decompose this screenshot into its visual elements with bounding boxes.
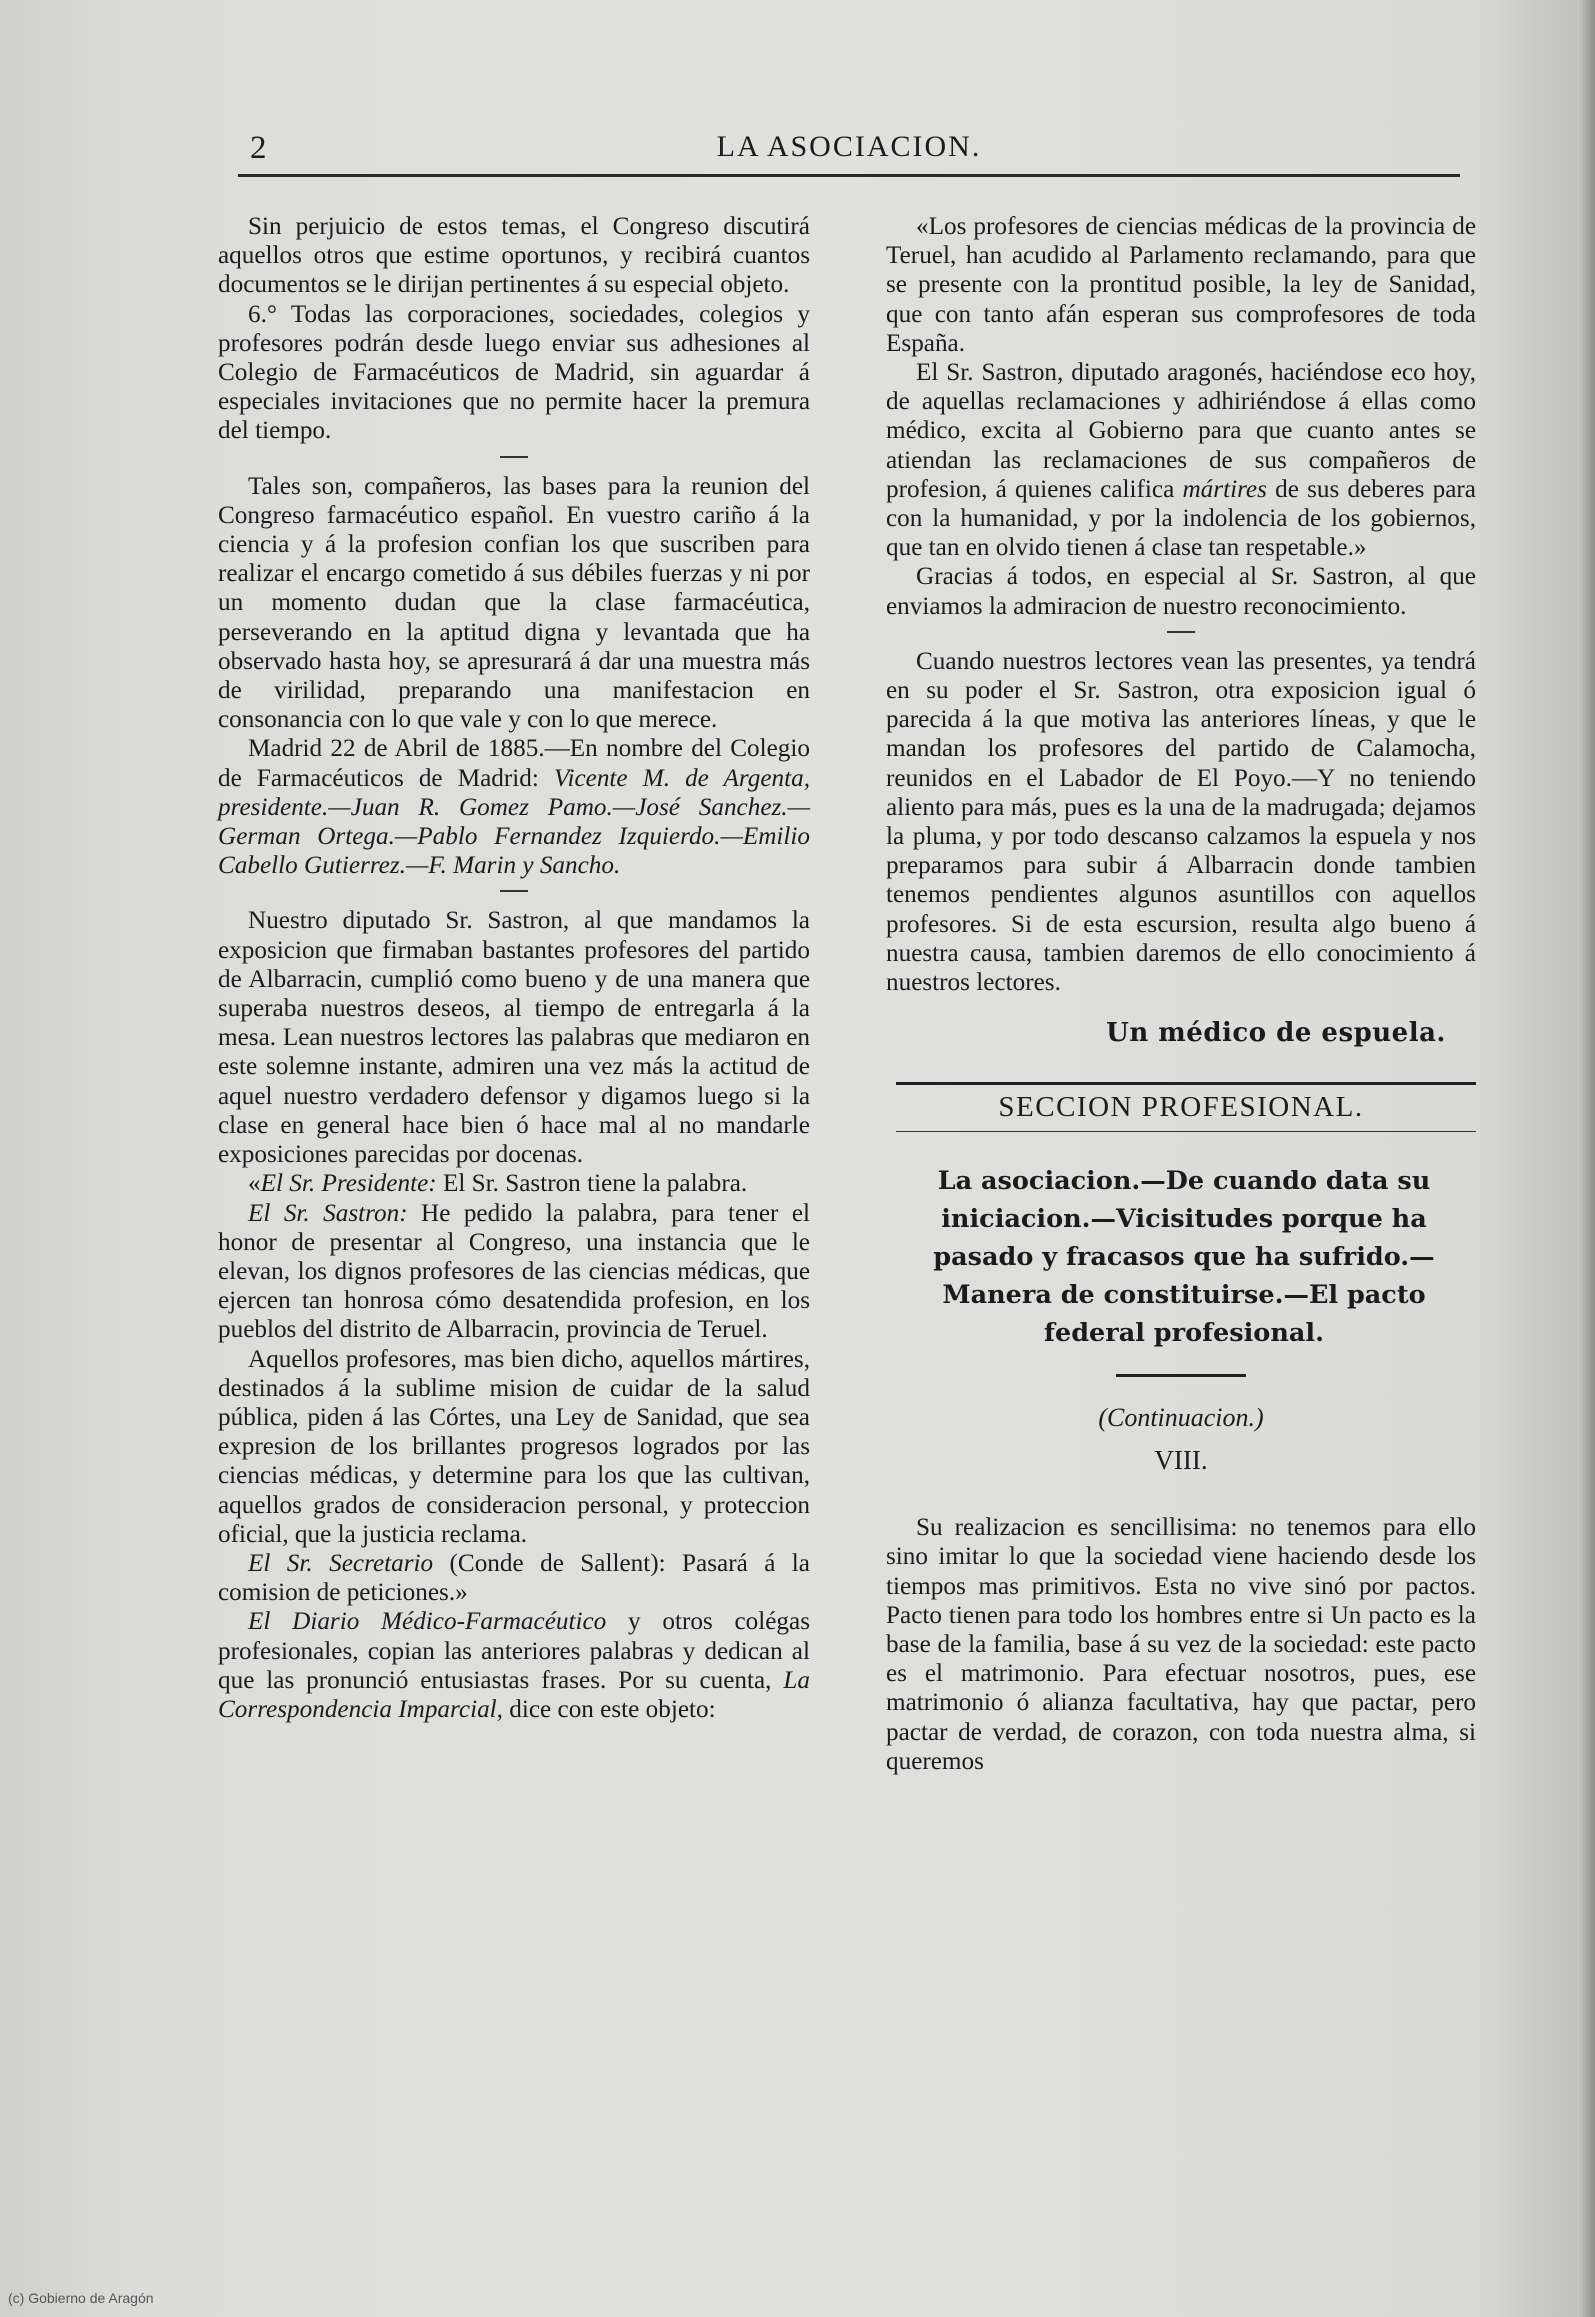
separator-dash [500,456,528,458]
speech-text: (Conde de Sallent): Pasará á la comision de peticiones.» [218,1549,810,1607]
speech-text: He pedido la palabra, para tener el honor de presentar al Congreso, una instancia que le elevan, los dignos profesores de las ciencias médicas, que ejercen tan honrosa cómo desatendida profesion, en los pueblos del distrito de Albarracin, provincia de Teruel. [218,1199,810,1344]
signatories-paragraph [218,734,810,880]
title-rule [1116,1374,1246,1377]
right-column [886,212,1476,1776]
publication-name: El Diario Médico-Farmacéutico [248,1608,607,1636]
paragraph: 6.° Todas las corporaciones, sociedades, colegios y profesores podrán desde luego enviar sus adhesiones al Colegio de Farmacéuticos de Madrid, sin aguardar á especiales invitaciones que no permite hacer la premura del tiempo. [218,300,810,445]
paragraph: Cuando nuestros lectores vean las presentes, ya tendrá en su poder el Sr. Sastron, otra exposicion igual ó parecida á la que motiva las anteriores líneas, y que le mandan los profesores del partido de Calamocha, reunidos en el Labador de El Poyo.—Y no teniendo aliento para más, pues es la una de la madrugada; dejamos la pluma, y por todo descanso calzamos la espuela y nos preparamos para subir á Albarracin donde tambien tenemos pendientes algunos asuntillos con aquellos profesores. Si de esta escursion, resulta algo bueno á nuestra causa, tambien daremos de ello conocimiento á nuestros lectores. [886,647,1476,997]
paragraph-text: de sus deberes para con la humanidad, y por la indolencia de los gobiernos, que tan en olvido tienen á clase tan respetable.» [886,475,1476,562]
page-header [238,128,1460,177]
speaker-paragraph [218,1199,810,1345]
separator-dash [500,890,528,892]
speaker-paragraph [218,1169,810,1198]
date-line: Madrid 22 de Abril de 1885.—En nombre del Colegio de Farmacéuticos de Madrid: [218,735,810,792]
page-number: 2 [250,130,267,166]
section-heading: SECCION PROFESIONAL. [998,1091,1364,1124]
signatories-names: Vicente M. de Argenta, presidente.—Juan R. Gomez Pamo.—José Sanchez.—German Ortega.—Pablo Fernandez Izquierdo.—Emilio Cabello Gutierrez.—F. Marin y Sancho. [218,764,811,880]
journal-title: LA ASOCIACION. [716,130,982,163]
paragraph: Aquellos profesores, mas bien dicho, aquellos mártires, destinados á la sublime mision de cuidar de la salud pública, piden á las Córtes, una Ley de Sanidad, que sea expresion de los brillantes progresos logrados por las ciencias médicas, y determine para los que las cultivan, aquellos grados de consideracion personal, y proteccion oficial, que la justicia reclama. [218,1345,810,1548]
paragraph: Nuestro diputado Sr. Sastron, al que mandamos la exposicion que firmaban bastantes profesores del partido de Albarracin, cumplió como bueno y de una manera que superaba nuestros deseos, al tiempo de entregarla á la mesa. Lean nuestros lectores las palabras que mediaron en este solemne instante, admiren una vez más la actitud de aquel nuestro verdadero defensor y digamos luego si la clase en general hace bien ó hace mal al no mandarle exposiciones parecidas por docenas. [218,907,810,1169]
section-rule-bottom [896,1131,1476,1132]
paragraph-text: y otros colégas profesionales, copian las anteriores palabras y dedican al que las pronunció entusiastas frases. Por su cuenta, [218,1608,811,1694]
paragraph: Su realizacion es sencillisima: no tenemos para ello sino imitar lo que la sociedad viene haciendo desde los tiempos mas primitivos. Esta no vive sinó por pactos. Pacto tienen para todo los hombres entre si Un pacto es la base de la familia, base á su vez de la sociedad: este pacto es el matrimonio. Para efectuar nosotros, pues, ese matrimonio ó alianza facultativa, hay que pactar, pero pactar de verdad, de corazon, con toda nuestra alma, si queremos [886,1514,1476,1775]
page-spine-shadow [1577,0,1595,2317]
section-rule-top [896,1082,1476,1085]
emphasis: mártires [1182,475,1267,503]
chapter-number: VIII. [1154,1444,1208,1475]
quote-mark: « [248,1170,261,1198]
paragraph [886,358,1476,562]
author-signature: Un médico de espuela. [1106,1018,1446,1049]
speech-text: El Sr. Sastron tiene la palabra. [436,1170,748,1198]
speaker-name: El Sr. Secretario [248,1549,434,1577]
speaker-name: El Sr. Sastron: [248,1199,408,1227]
paragraph: Tales son, compañeros, las bases para la reunion del Congreso farmacéutico español. En vuestro cariño á la ciencia y á la profesion confian los que suscriben para realizar el encargo cometido á sus débiles fuerzas y ni por un momento dudan que la clase farmacéutica, perseverando en la aptitud digna y levantada que ha observado hasta hoy, se apresurará á dar una muestra más de virilidad, preparando una manifestacion en consonancia con lo que vale y con lo que merece. [218,472,810,734]
left-column [218,212,810,1724]
article-title: La asociacion.—De cuando data su iniciacion.—Vicisitudes porque ha pasado y fracasos que ha sufrido.—Manera de constituirse.—El pacto federal profesional. [933,1165,1435,1348]
paragraph: Gracias á todos, en especial al Sr. Sastron, al que enviamos la admiracion de nuestro reconocimiento. [886,563,1476,620]
separator-dash [1167,631,1195,633]
speaker-paragraph [218,1549,810,1607]
speaker-name: El Sr. Presidente: [260,1170,437,1198]
continuation-note: (Continuacion.) [1098,1402,1264,1432]
paragraph-text: dice con este objeto: [502,1695,716,1723]
paragraph: Sin perjuicio de estos temas, el Congreso discutirá aquellos otros que estime oportunos, y recibirá cuantos documentos se le dirijan pertinentes á su especial objeto. [218,213,810,299]
paragraph [218,1607,810,1724]
quoted-paragraph: «Los profesores de ciencias médicas de la provincia de Teruel, han acudido al Parlamento reclamando, para que se presente con la prontitud posible, la ley de Sanidad, que con tanto afán esperan sus comprofesores de toda España. [886,213,1476,357]
publication-name: La Correspondencia Imparcial, [218,1666,810,1723]
copyright-notice: (c) Gobierno de Aragón [8,2290,154,2306]
paragraph-text: El Sr. Sastron, diputado aragonés, haciéndose eco hoy, de aquellas reclamaciones y adhiriéndose á ellas como médico, excita al Gobierno para que cuanto antes se atiendan las reclamaciones de sus compañeros de profesion, á quienes califica [886,359,1476,503]
